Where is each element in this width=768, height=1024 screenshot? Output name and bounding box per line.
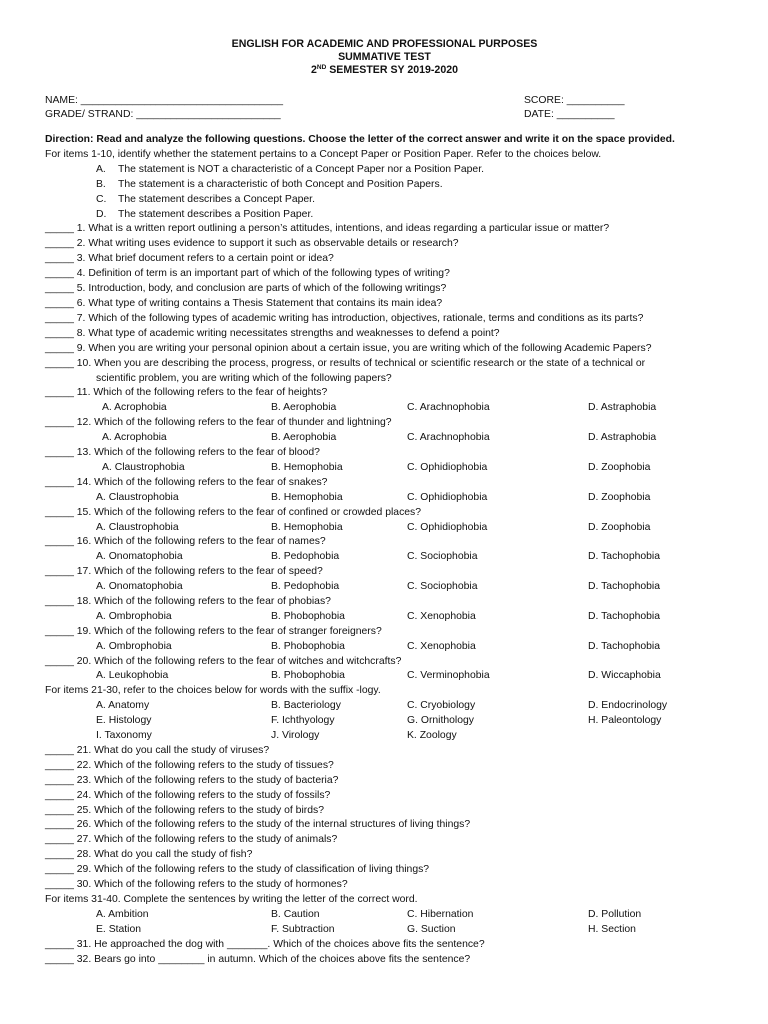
paper-choice — [45, 163, 724, 178]
question-item: _____ 26. Which of the following refers to the study of the internal structures of living things? — [45, 819, 471, 831]
option-c: C. Arachnophobia — [407, 402, 490, 414]
option-d: D. Tachophobia — [588, 551, 661, 563]
option-d: D. Astraphobia — [588, 432, 657, 444]
question-item: _____ 20. Which of the following refers to the fear of witches and witchcrafts? — [45, 655, 402, 667]
question-item: _____ 6. What type of writing contains a Thesis Statement that contains its main idea? — [45, 297, 443, 309]
question-item: _____ 7. Which of the following types of academic writing has introduction, objectives, rationale, terms and conditions as its parts? — [45, 312, 644, 324]
option-b: B. Pedophobia — [271, 581, 340, 593]
semester-line — [45, 64, 724, 77]
option-d: H. Section — [588, 923, 636, 935]
answer-options — [45, 610, 724, 625]
option-b: F. Ichthyology — [271, 715, 335, 727]
option-d: D. Wiccaphobia — [588, 670, 661, 682]
option-d: D. Tachophobia — [588, 581, 661, 593]
answer-options — [45, 521, 724, 536]
test-header — [45, 38, 724, 77]
option-d: D. Astraphobia — [588, 402, 657, 414]
option-d: D. Zoophobia — [588, 491, 651, 503]
question-item: _____ 23. Which of the following refers to the study of bacteria? — [45, 774, 339, 786]
question-item: _____ 27. Which of the following refers to the study of animals? — [45, 834, 338, 846]
option-c: C. Ophidiophobia — [407, 461, 488, 473]
question-item: _____ 5. Introduction, body, and conclusion are parts of which of the following writings? — [45, 283, 447, 295]
question-item: _____ 18. Which of the following refers to the fear of phobias? — [45, 595, 331, 607]
date-field: DATE: __________ — [524, 108, 615, 120]
choice-text: The statement is NOT a characteristic of a Concept Paper nor a Position Paper. — [118, 163, 484, 175]
option-a: E. Station — [96, 923, 142, 935]
part-3-instruction: For items 21-30, refer to the choices below for words with the suffix -logy. — [45, 685, 381, 697]
paper-choice — [45, 178, 724, 193]
option-b: J. Virology — [271, 730, 320, 742]
name-field: NAME: ___________________________________ — [45, 95, 284, 106]
option-b: B. Aerophobia — [271, 402, 337, 414]
option-c: C. Sociophobia — [407, 551, 478, 563]
choice-letter: B. — [96, 178, 106, 190]
score-field: SCORE: __________ — [524, 95, 625, 106]
word-choices-row — [45, 908, 724, 923]
option-b: B. Caution — [271, 908, 320, 920]
option-d: D. Pollution — [588, 908, 642, 920]
question-item: _____ 11. Which of the following refers to the fear of heights? — [45, 387, 328, 399]
option-c: G. Ornithology — [407, 715, 474, 727]
answer-options — [45, 461, 724, 476]
logy-choices-row — [45, 699, 724, 714]
student-info — [45, 94, 724, 121]
option-a: A. Ombrophobia — [96, 640, 172, 652]
semester-ordinal: ND — [316, 64, 327, 71]
option-c: C. Cryobiology — [407, 700, 476, 712]
question-item: _____ 32. Bears go into ________ in autumn. Which of the choices above fits the sentence? — [45, 953, 471, 965]
question-item: _____ 2. What writing uses evidence to support it such as observable details or research? — [45, 238, 459, 250]
info-left — [45, 94, 283, 121]
direction: Direction: Read and analyze the following questions. Choose the letter of the correct answer and write it on the space provided. — [45, 134, 675, 145]
option-b: B. Bacteriology — [271, 700, 341, 712]
option-a: A. Onomatophobia — [96, 551, 183, 563]
info-right — [524, 94, 724, 121]
option-c: K. Zoology — [407, 730, 457, 742]
option-d: D. Endocrinology — [588, 700, 668, 712]
grade-strand-field: GRADE/ STRAND: _________________________ — [45, 108, 281, 120]
option-c: C. Ophidiophobia — [407, 521, 488, 533]
test-subtitle: SUMMATIVE TEST — [338, 51, 431, 63]
part-4-instruction: For items 31-40. Complete the sentences by writing the letter of the correct word. — [45, 894, 418, 906]
option-a: E. Histology — [96, 715, 152, 727]
option-c: C. Xenophobia — [407, 610, 476, 622]
answer-options — [45, 550, 724, 565]
part-3-section — [45, 684, 724, 893]
question-item: _____ 9. When you are writing your personal opinion about a certain issue, you are writing which of the following Academic Papers? — [45, 342, 652, 354]
option-d: D. Zoophobia — [588, 461, 651, 473]
option-b: B. Phobophobia — [271, 610, 345, 622]
question-item: _____ 14. Which of the following refers to the fear of snakes? — [45, 476, 328, 488]
option-c: C. Ophidiophobia — [407, 491, 488, 503]
choice-letter: D. — [96, 208, 107, 220]
question-item: _____ 19. Which of the following refers to the fear of stranger foreigners? — [45, 625, 382, 637]
option-a: I. Taxonomy — [96, 730, 152, 742]
question-item: _____ 21. What do you call the study of viruses? — [45, 744, 270, 756]
paper-choice — [45, 193, 724, 208]
option-a: A. Acrophobia — [102, 432, 167, 444]
phobia-section — [45, 386, 724, 684]
part-1-section — [45, 148, 724, 387]
part-4-section — [45, 893, 724, 968]
question-item: _____ 25. Which of the following refers to the study of birds? — [45, 804, 324, 816]
option-a: A. Claustrophobia — [102, 461, 185, 473]
answer-options — [45, 580, 724, 595]
semester-number: 2 — [310, 64, 317, 76]
question-item: _____ 31. He approached the dog with _______. Which of the choices above fits the sentence? — [45, 938, 485, 950]
option-c: C. Arachnophobia — [407, 432, 490, 444]
option-b: F. Subtraction — [271, 923, 335, 935]
option-c: C. Verminophobia — [407, 670, 490, 682]
option-b: B. Aerophobia — [271, 432, 337, 444]
choice-text: The statement describes a Concept Paper. — [118, 193, 315, 205]
option-c: C. Xenophobia — [407, 640, 476, 652]
answer-options — [45, 401, 724, 416]
question-item: _____ 4. Definition of term is an important part of which of the following types of writing? — [45, 268, 450, 280]
option-a: A. Onomatophobia — [96, 581, 183, 593]
part-1-instruction: For items 1-10, identify whether the statement pertains to a Concept Paper or Position Paper. Refer to the choices below. — [45, 148, 602, 160]
choice-letter: C. — [96, 193, 107, 205]
question-continuation: scientific problem, you are writing which of the following papers? — [96, 372, 392, 384]
option-b: B. Phobophobia — [271, 640, 345, 652]
option-b: B. Phobophobia — [271, 670, 345, 682]
option-a: A. Anatomy — [96, 700, 150, 712]
option-a: A. Ambition — [96, 908, 149, 920]
option-a: A. Leukophobia — [96, 670, 169, 682]
logy-choices-row — [45, 729, 724, 744]
question-item: _____ 3. What brief document refers to a certain point or idea? — [45, 253, 334, 265]
option-c: C. Hibernation — [407, 908, 474, 920]
option-b: B. Hemophobia — [271, 461, 343, 473]
question-item: _____ 28. What do you call the study of fish? — [45, 849, 253, 861]
option-b: B. Hemophobia — [271, 491, 343, 503]
test-title: ENGLISH FOR ACADEMIC AND PROFESSIONAL PURPOSES — [231, 38, 538, 50]
question-item: _____ 15. Which of the following refers to the fear of confined or crowded places? — [45, 506, 422, 518]
option-d: D. Tachophobia — [588, 610, 661, 622]
option-a: A. Ombrophobia — [96, 610, 172, 622]
answer-options — [45, 640, 724, 655]
question-item: _____ 17. Which of the following refers to the fear of speed? — [45, 566, 323, 578]
answer-options — [45, 669, 724, 684]
option-a: A. Acrophobia — [102, 402, 167, 414]
logy-choices-row — [45, 714, 724, 729]
option-a: A. Claustrophobia — [96, 491, 179, 503]
question-item: _____ 10. When you are describing the process, progress, or results of technical or scientific research or the state of a technical or — [45, 357, 646, 369]
question-item: _____ 1. What is a written report outlining a person’s attitudes, intentions, and ideas regarding a particular issue or matter? — [45, 223, 610, 235]
answer-options — [45, 431, 724, 446]
answer-options — [45, 491, 724, 506]
question-item: _____ 12. Which of the following refers to the fear of thunder and lightning? — [45, 417, 392, 429]
option-c: C. Sociophobia — [407, 581, 478, 593]
question-item: _____ 16. Which of the following refers to the fear of names? — [45, 536, 326, 548]
option-a: A. Claustrophobia — [96, 521, 179, 533]
question-item: _____ 13. Which of the following refers to the fear of blood? — [45, 447, 320, 458]
choice-text: The statement describes a Position Paper. — [118, 208, 314, 220]
choice-letter: A. — [96, 163, 106, 175]
question-item: _____ 8. What type of academic writing necessitates strengths and weaknesses to defend a point? — [45, 327, 500, 339]
option-d: D. Tachophobia — [588, 640, 661, 652]
semester-text: SEMESTER SY 2019-2020 — [326, 64, 458, 76]
question-item: _____ 30. Which of the following refers to the study of hormones? — [45, 879, 348, 891]
paper-choice — [45, 208, 724, 223]
option-d: D. Zoophobia — [588, 521, 651, 533]
choice-text: The statement is a characteristic of both Concept and Position Papers. — [118, 178, 443, 190]
word-choices-row — [45, 923, 724, 938]
option-b: B. Hemophobia — [271, 521, 343, 533]
option-c: G. Suction — [407, 923, 456, 935]
question-item: _____ 22. Which of the following refers to the study of tissues? — [45, 759, 334, 771]
option-d: H. Paleontology — [588, 715, 662, 727]
option-b: B. Pedophobia — [271, 551, 340, 563]
question-item: _____ 29. Which of the following refers to the study of classification of living things? — [45, 864, 430, 876]
question-item: _____ 24. Which of the following refers to the study of fossils? — [45, 789, 331, 801]
